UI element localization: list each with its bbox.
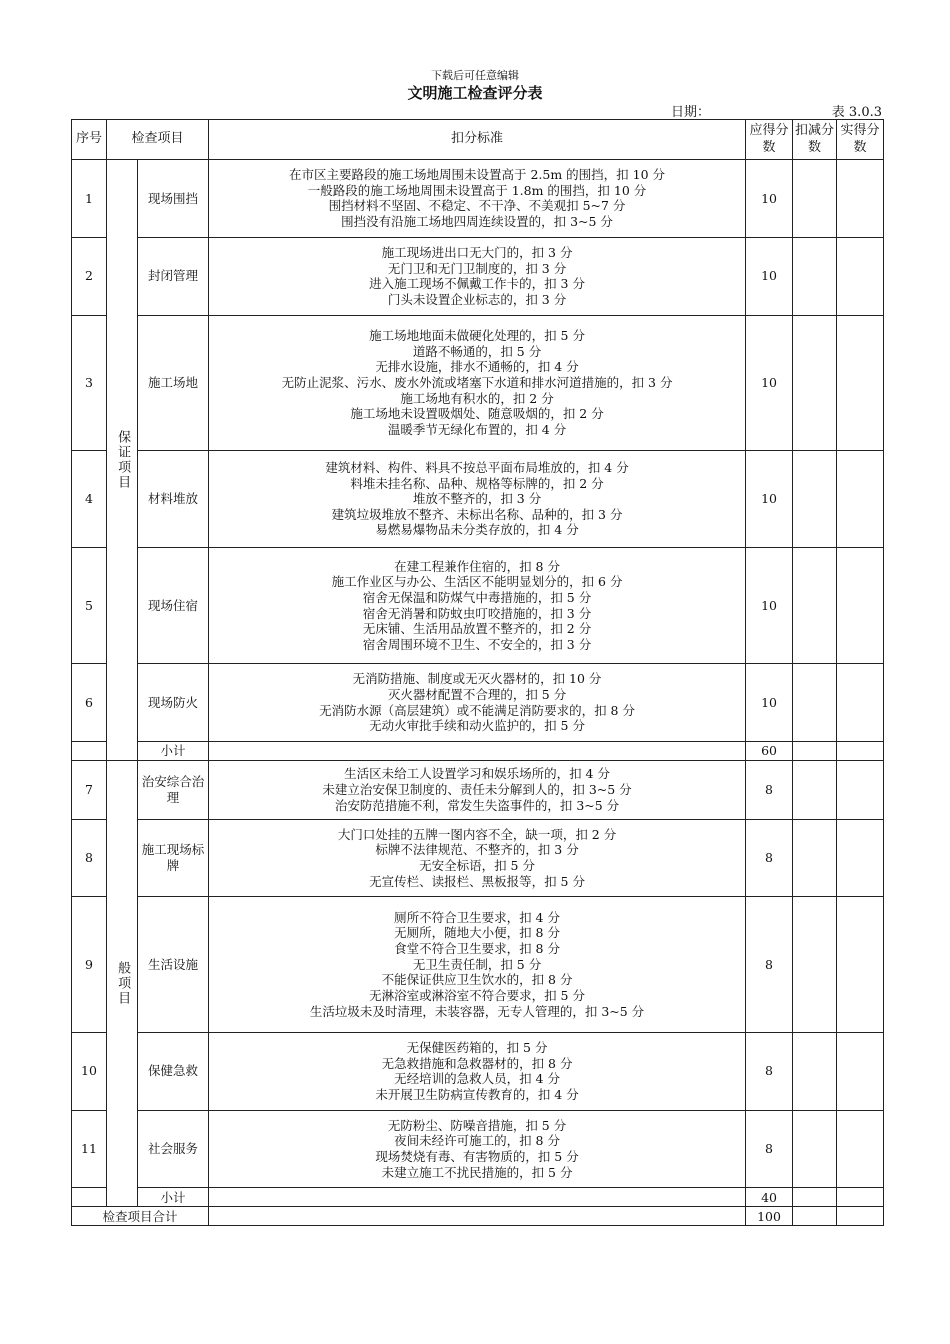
check-item-name: 生活设施 [138,897,209,1032]
criteria-line: 未建立施工不扰民措施的，扣 5 分 [381,1164,573,1180]
actual-score-cell [837,897,884,1032]
criteria-line: 无消防水源（高层建筑）或不能满足消防要求的，扣 8 分 [319,702,635,718]
table-row [72,237,884,315]
criteria-line: 无防止泥浆、污水、废水外流或堵塞下水道和排水河道措施的，扣 3 分 [281,374,673,390]
deduction-criteria [209,819,746,897]
actual-score-cell [837,547,884,663]
col-criteria-header: 扣分标准 [209,120,746,160]
empty-cell [72,741,107,760]
row-number: 11 [72,1110,107,1188]
criteria-line: 一般路段的施工场地周围未设置高于 1.8m 的围挡，扣 10 分 [307,182,647,198]
table-row [72,664,884,742]
criteria-line: 无宣传栏、读报栏、黑板报等，扣 5 分 [369,873,585,889]
criteria-line: 施工作业区与办公、生活区不能明显划分的，扣 6 分 [331,574,623,590]
empty-cell [209,1188,746,1207]
criteria-line: 无床铺、生活用品放置不整齐的，扣 2 分 [362,621,592,637]
criteria-line: 进入施工现场不佩戴工作卡的，扣 3 分 [369,276,585,292]
row-number: 2 [72,237,107,315]
full-score: 8 [746,819,793,897]
row-number: 10 [72,1032,107,1110]
criteria-line: 无门卫和无门卫制度的，扣 3 分 [387,260,567,276]
col-seq-header: 序号 [72,120,107,160]
criteria-line: 道路不畅通的，扣 5 分 [412,343,542,359]
actual-score-cell [837,1110,884,1188]
col-actual-header: 实得分数 [837,120,884,160]
criteria-line: 无动火审批手续和动火监护的，扣 5 分 [369,718,585,734]
criteria-line: 施工场地有积水的，扣 2 分 [400,390,554,406]
table-row [72,547,884,663]
criteria-line: 围挡材料不坚固、不稳定、不干净、不美观扣 5~7 分 [328,198,626,214]
table-row [72,160,884,238]
criteria-line: 在市区主要路段的施工场地周围未设置高于 2.5m 的围挡，扣 10 分 [288,167,666,183]
criteria-line: 无排水设施，排水不通畅的，扣 4 分 [375,359,579,375]
criteria-line: 未开展卫生防病宣传教育的，扣 4 分 [375,1086,579,1102]
deduction-criteria [209,897,746,1032]
criteria-line: 无防粉尘、防噪音措施，扣 5 分 [387,1117,567,1133]
subtotal-label: 小计 [138,741,209,760]
empty-cell [837,1188,884,1207]
criteria-line: 施工现场进出口无大门的，扣 3 分 [381,244,573,260]
deducted-score-cell [793,450,837,547]
actual-score-cell [837,237,884,315]
actual-score-cell [837,1032,884,1110]
full-score: 10 [746,315,793,450]
actual-score-cell [837,819,884,897]
deducted-score-cell [793,760,837,819]
table-row [72,315,884,450]
criteria-line: 灭火器材配置不合理的，扣 5 分 [387,686,567,702]
deducted-score-cell [793,664,837,742]
table-row [72,760,884,819]
actual-score-cell [837,315,884,450]
criteria-line: 夜间未经许可施工的，扣 8 分 [394,1133,560,1149]
download-note: 下载后可任意编辑 [431,69,519,82]
row-number: 8 [72,819,107,897]
check-item-name: 现场防火 [138,664,209,742]
row-number: 1 [72,160,107,238]
actual-score-cell [837,450,884,547]
full-score: 10 [746,160,793,238]
criteria-line: 食堂不符合卫生要求，扣 8 分 [394,941,560,957]
subtotal-row [72,741,884,760]
empty-cell [837,741,884,760]
criteria-line: 厕所不符合卫生要求，扣 4 分 [394,909,560,925]
deduction-criteria [209,1032,746,1110]
group-name: 般项目 [107,760,138,1206]
full-score: 10 [746,450,793,547]
criteria-line: 无经培训的急救人员，扣 4 分 [394,1071,560,1087]
actual-score-cell [837,160,884,238]
check-item-name: 材料堆放 [138,450,209,547]
date-label: 日期： [671,105,711,120]
subtotal-value: 40 [746,1188,793,1207]
deducted-score-cell [793,315,837,450]
criteria-line: 生活垃圾未及时清理，未装容器，无专人管理的，扣 3~5 分 [309,1003,645,1019]
subtotal-value: 60 [746,741,793,760]
criteria-line: 不能保证供应卫生饮水的，扣 8 分 [381,972,573,988]
criteria-line: 无消防措施、制度或无灭火器材的，扣 10 分 [352,671,602,687]
deduction-criteria [209,760,746,819]
criteria-line: 宿舍无消暑和防蚊虫叮咬措施的，扣 3 分 [362,605,592,621]
criteria-line: 施工场地未设置吸烟处、随意吸烟的，扣 2 分 [350,406,604,422]
deduction-criteria [209,160,746,238]
criteria-line: 未建立治安保卫制度的、责任未分解到人的，扣 3~5 分 [322,781,632,797]
full-score: 10 [746,664,793,742]
full-score: 8 [746,897,793,1032]
actual-score-cell [837,664,884,742]
criteria-line: 无卫生责任制，扣 5 分 [412,956,542,972]
subtotal-row [72,1188,884,1207]
criteria-line: 大门口处挂的五牌一图内容不全，缺一项，扣 2 分 [337,826,617,842]
criteria-line: 无急救措施和急救器材的，扣 8 分 [381,1055,573,1071]
criteria-line: 宿舍周围环境不卫生、不安全的，扣 3 分 [362,636,592,652]
deducted-score-cell [793,547,837,663]
criteria-line: 无淋浴室或淋浴室不符合要求，扣 5 分 [369,987,585,1003]
actual-score-cell [837,760,884,819]
row-number: 5 [72,547,107,663]
empty-cell [793,1207,837,1226]
deducted-score-cell [793,1032,837,1110]
deducted-score-cell [793,1110,837,1188]
check-item-name: 封闭管理 [138,237,209,315]
page-title: 文明施工检查评分表 [407,84,543,102]
table-row [72,450,884,547]
empty-cell [72,1188,107,1207]
check-item-name: 社会服务 [138,1110,209,1188]
empty-cell [209,741,746,760]
row-number: 9 [72,897,107,1032]
criteria-line: 门头未设置企业标志的，扣 3 分 [387,291,567,307]
check-item-name: 治安综合治理 [138,760,209,819]
deduction-criteria [209,1110,746,1188]
date-bar [71,101,882,119]
empty-cell [793,741,837,760]
criteria-line: 围挡没有沿施工场地四周连续设置的，扣 3~5 分 [341,214,613,230]
row-number: 6 [72,664,107,742]
criteria-line: 建筑材料、构件、料具不按总平面布局堆放的，扣 4 分 [325,459,629,475]
table-row [72,1032,884,1110]
total-label: 检查项目合计 [72,1207,209,1226]
header-row [72,120,884,160]
table-row [72,897,884,1032]
total-value: 100 [746,1207,793,1226]
full-score: 8 [746,1032,793,1110]
deducted-score-cell [793,160,837,238]
check-item-name: 施工场地 [138,315,209,450]
full-score: 8 [746,760,793,819]
criteria-line: 无厕所，随地大小便，扣 8 分 [394,925,560,941]
empty-cell [793,1188,837,1207]
empty-cell [837,1207,884,1226]
criteria-line: 温暖季节无绿化布置的，扣 4 分 [387,421,567,437]
check-item-name: 现场围挡 [138,160,209,238]
full-score: 10 [746,237,793,315]
check-item-name: 保健急救 [138,1032,209,1110]
table-row [72,819,884,897]
criteria-line: 生活区未给工人设置学习和娱乐场所的，扣 4 分 [344,766,610,782]
criteria-line: 建筑垃圾堆放不整齐、未标出名称、品种的，扣 3 分 [331,506,623,522]
score-table [71,119,884,1226]
deducted-score-cell [793,237,837,315]
check-item-name: 现场住宿 [138,547,209,663]
deducted-score-cell [793,897,837,1032]
criteria-line: 无保健医药箱的，扣 5 分 [406,1039,548,1055]
deduction-criteria [209,315,746,450]
criteria-line: 现场焚烧有毒、有害物质的，扣 5 分 [375,1148,579,1164]
full-score: 8 [746,1110,793,1188]
subtotal-label: 小计 [138,1188,209,1207]
check-item-name: 施工现场标牌 [138,819,209,897]
deducted-score-cell [793,819,837,897]
row-number: 4 [72,450,107,547]
criteria-line: 堆放不整齐的，扣 3 分 [412,491,542,507]
col-deduct-header: 扣减分数 [793,120,837,160]
criteria-line: 治安防范措施不利，常发生失盗事件的，扣 3~5 分 [334,797,620,813]
table-row [72,1110,884,1188]
criteria-line: 宿舍无保温和防煤气中毒措施的，扣 5 分 [362,589,592,605]
row-number: 3 [72,315,107,450]
empty-cell [209,1207,746,1226]
criteria-line: 料堆未挂名称、品种、规格等标牌的，扣 2 分 [350,475,604,491]
criteria-line: 易燃易爆物品未分类存放的，扣 4 分 [375,522,579,538]
criteria-line: 施工场地地面未做硬化处理的，扣 5 分 [369,328,585,344]
table-number: 表 3.0.3 [831,105,882,120]
col-item-header: 检查项目 [107,120,209,160]
full-score: 10 [746,547,793,663]
criteria-line: 在建工程兼作住宿的，扣 8 分 [394,558,560,574]
criteria-line: 标牌不法律规范、不整齐的，扣 3 分 [375,842,579,858]
group-name: 保证项目 [107,160,138,761]
row-number: 7 [72,760,107,819]
deduction-criteria [209,450,746,547]
deduction-criteria [209,664,746,742]
total-row [72,1207,884,1226]
deduction-criteria [209,237,746,315]
criteria-line: 无安全标语，扣 5 分 [419,857,535,873]
deduction-criteria [209,547,746,663]
col-full-score-header: 应得分数 [746,120,793,160]
